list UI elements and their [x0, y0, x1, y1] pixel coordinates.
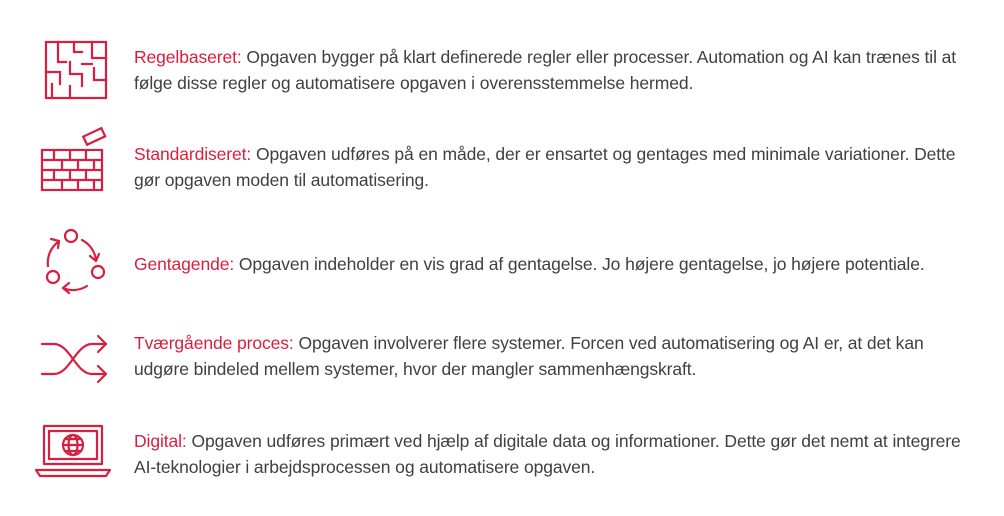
shuffle-arrows-icon: [30, 318, 120, 392]
maze-icon: [30, 34, 120, 108]
item-term: Tværgående proces:: [134, 333, 294, 353]
item-term: Regelbaseret:: [134, 47, 242, 67]
item-description: Opgaven involverer flere systemer. Forcen ved automatisering og AI er, at det kan udgøre bindeled mellem systemer, hvor der mangler sammenhængskraft.: [134, 333, 924, 379]
item-term: Digital:: [134, 431, 187, 451]
brick-wall-icon: [30, 124, 120, 198]
item-text: [134, 428, 979, 480]
laptop-globe-icon: [30, 416, 120, 490]
item-text: [134, 330, 979, 382]
item-description: Opgaven udføres primært ved hjælp af digitale data og informationer. Dette gør det nemt at integrere AI-teknologier i arbejdsprocessen og automatisere opgaven.: [134, 431, 961, 477]
item-description: Opgaven udføres på en måde, der er ensartet og gentages med minimale variationer. Dette gør opgaven moden til automatisering.: [134, 144, 956, 190]
item-text: [134, 141, 979, 193]
item-text: [134, 44, 979, 96]
item-description: Opgaven bygger på klart definerede regler eller processer. Automation og AI kan trænes til at følge disse regler og automatisere opgaven i overensstemmelse hermed.: [134, 47, 957, 93]
item-description: Opgaven indeholder en vis grad af gentagelse. Jo højere gentagelse, jo højere potentiale.: [234, 254, 925, 274]
cycle-icon: [30, 226, 120, 300]
item-text: [134, 251, 979, 277]
item-term: Gentagende:: [134, 254, 235, 274]
item-term: Standardiseret:: [134, 144, 252, 164]
